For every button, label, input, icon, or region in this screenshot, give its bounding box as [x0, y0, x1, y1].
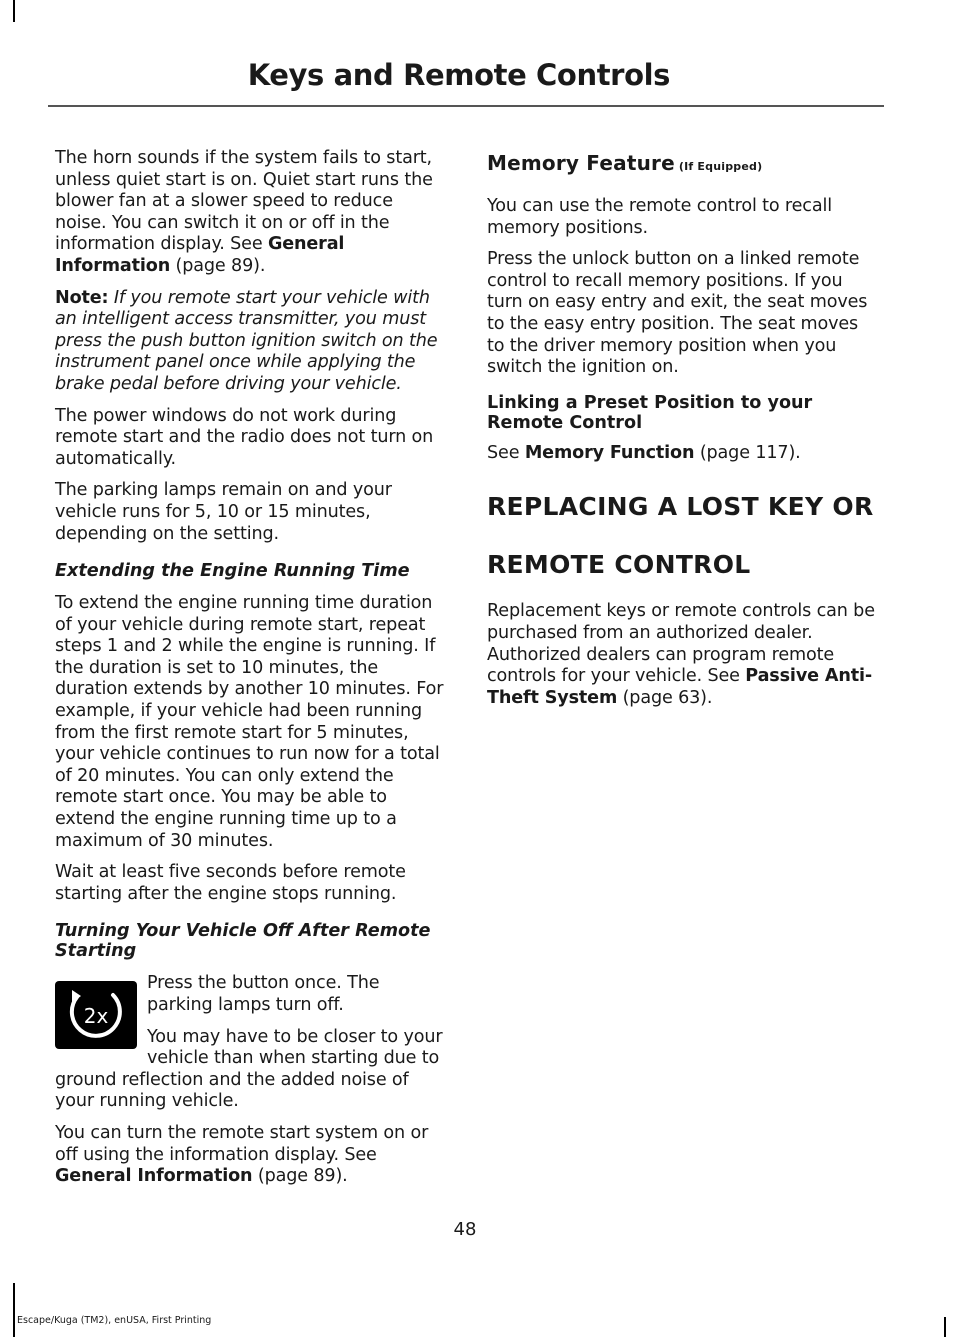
link-general-information[interactable]: General Information [55, 234, 345, 276]
crop-mark-top-left [13, 0, 15, 22]
link-memory-function[interactable]: Memory Function [524, 442, 695, 463]
footer-edition: Escape/Kuga (TM2), enUSA, First Printing [17, 1315, 212, 1326]
paragraph-see-memory-function: See Memory Function (page 117). [487, 442, 801, 463]
paragraph-replacement-keys: Replacement keys or remote controls can be purchased from an authorized dealer. Authorized dealers can program remote controls for your vehicle. See Passive Anti-Theft System (page 63). [487, 601, 875, 708]
page-number: 48 [453, 1219, 477, 1240]
crop-mark-bottom-right [944, 1317, 946, 1337]
paragraph-parking-lamps: The parking lamps remain on and your vehicle runs for 5, 10 or 15 minutes, depending on the setting. [55, 480, 392, 544]
heading-replacing-lost-key: REPLACING A LOST KEY OR REMOTE CONTROL [487, 492, 874, 580]
heading-linking-preset: Linking a Preset Position to your Remote Control [487, 392, 813, 433]
paragraph-extend-duration: To extend the engine running time duration of your vehicle during remote start, repeat steps 1 and 2 while the engine is running. If the duration is set to 10 minutes, the duration extends by another 10 minutes. For example, if your vehicle had been running from the first remote start for 5 minutes, your vehicle continues to run now for a total of 20 minutes. You can only extend the remote start once. You may be able to extend the engine running time up to a maximum of 30 minutes. [55, 593, 444, 851]
paragraph-press-once: Press the button once. The parking lamps turn off. [147, 973, 380, 1015]
note-label: Note: [55, 287, 109, 308]
icon-2x-label: 2x [83, 1004, 109, 1029]
remote-button-2x-icon [55, 981, 137, 1049]
paragraph-power-windows: The power windows do not work during remote start and the radio does not turn on automatically. [55, 405, 434, 469]
heading-extending-engine-time: Extending the Engine Running Time [55, 561, 410, 582]
left-column [55, 148, 447, 1198]
right-column [487, 148, 880, 719]
note: Note: If you remote start your vehicle with an intelligent access transmitter, you must press the push button ignition switch on the instrument panel once while applying the brake pedal before driving your vehicle. [55, 287, 438, 394]
paragraph-unlock-button: Press the unlock button on a linked remote control to recall memory positions. If you turn on easy entry and exit, the seat moves to the easy entry position. The seat moves to the driver memory position when you switch the ignition on. [487, 249, 868, 378]
paragraph-quiet-start: The horn sounds if the system fails to start, unless quiet start is on. Quiet start runs the blower fan at a slower speed to reduce noise. You can switch it on or off in the information display. See General Information (page 89). [55, 148, 433, 276]
heading-memory-feature: Memory Feature (If Equipped) [487, 151, 763, 175]
link-general-information-2[interactable]: General Information [55, 1166, 253, 1187]
paragraph-closer: You may have to be closer to your vehicle than when starting due to ground reflection and the added noise of your running vehicle. [55, 1026, 443, 1112]
paragraph-wait: Wait at least five seconds before remote starting after the engine stops running. [55, 862, 406, 904]
crop-mark-bottom-left [13, 1283, 15, 1337]
page-title: Keys and Remote Controls [247, 58, 670, 92]
paragraph-turn-on-off: You can turn the remote start system on or off using the information display. See General Information (page 89). [55, 1122, 429, 1187]
header-divider [48, 105, 884, 107]
paragraph-memory-recall: You can use the remote control to recall memory positions. [487, 196, 832, 238]
heading-turning-off: Turning Your Vehicle Off After Remote Starting [55, 921, 431, 962]
link-passive-anti-theft[interactable]: Passive Anti-Theft System [487, 666, 873, 708]
